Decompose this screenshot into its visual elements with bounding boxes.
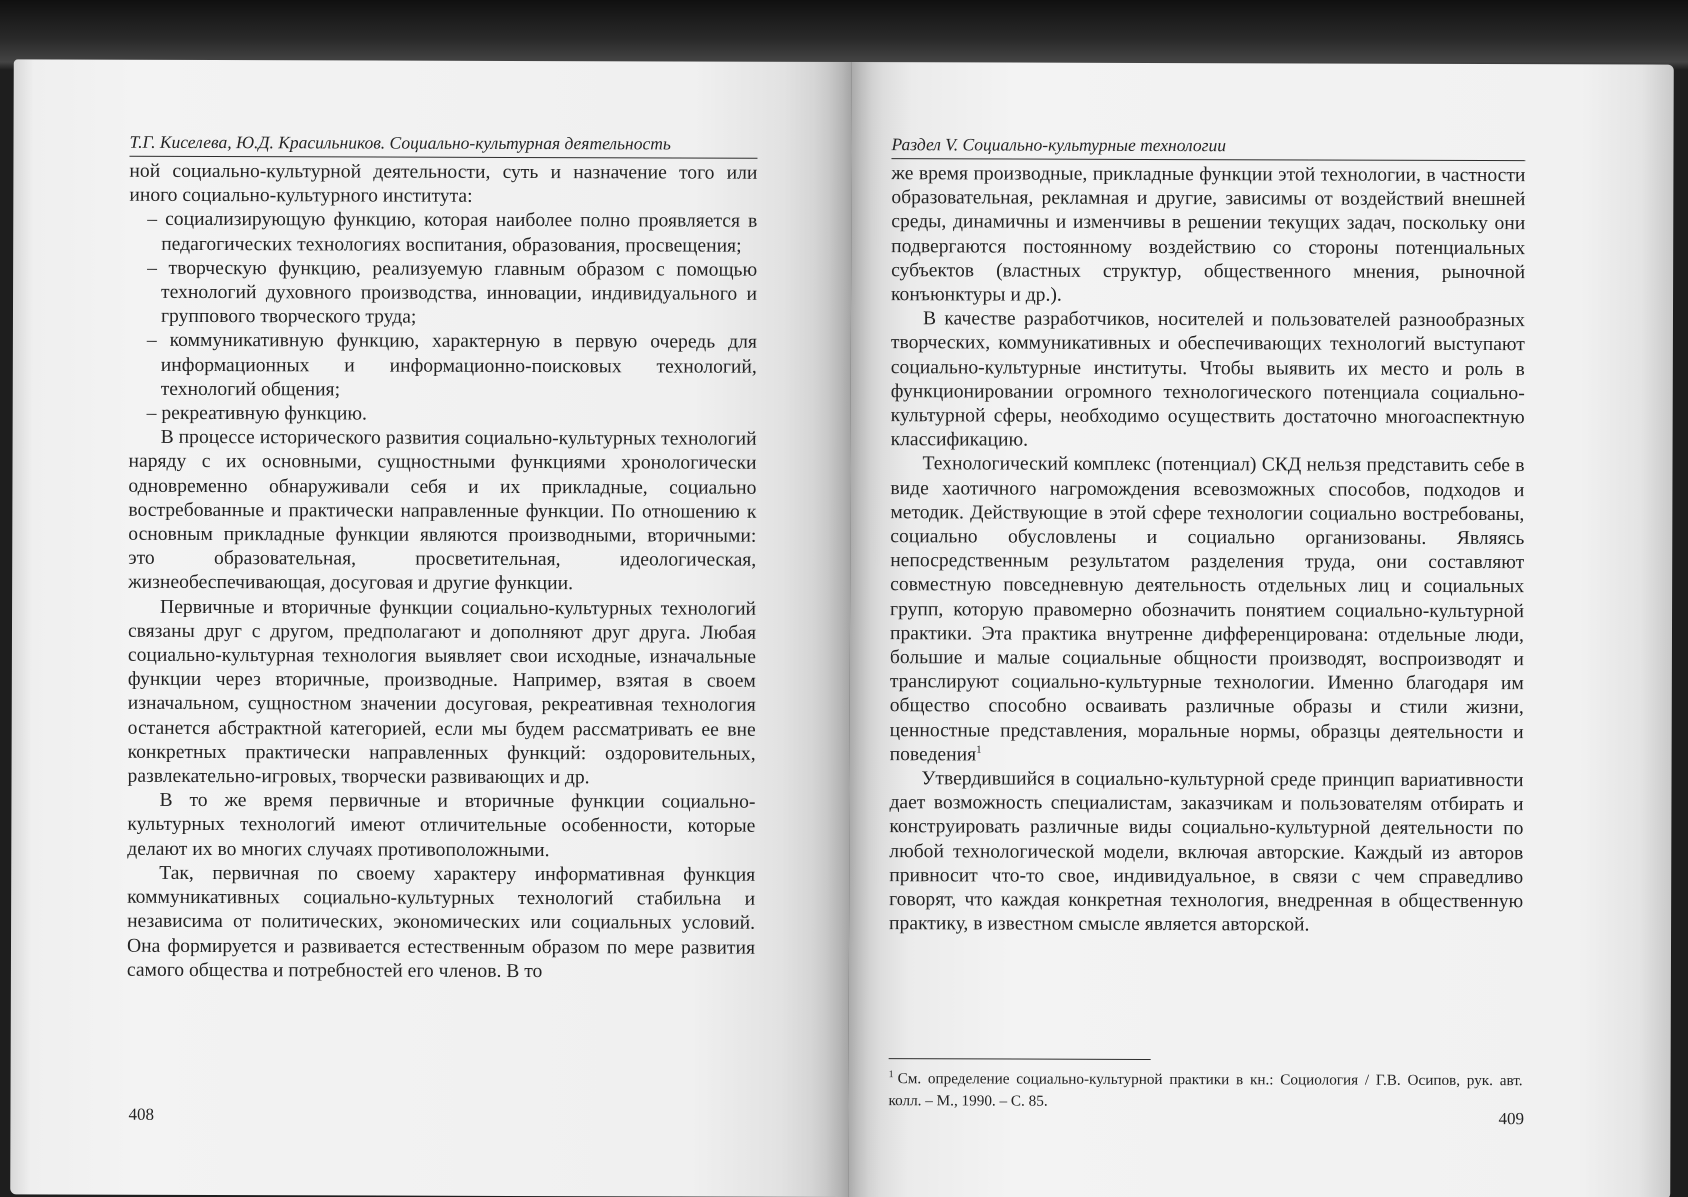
right-page [848, 62, 1674, 1197]
right-paragraph: Утвердившийся в социально-культурной среде принцип вариативности дает возможность специалистам, заказчикам и пользователям отбирать и конструировать различные виды социально-культурной деятельности по любой технологической модели, включая авторские. Каждый из авторов привносит что-то свое, индивидуальное, в связи с чем справедливо говорят, что каждая конкретная технология, внедренная в общественную практику, в известном смысле является авторской. [889, 768, 1524, 936]
function-list-item: – рекреативную функцию. [146, 402, 367, 425]
left-page-number: 408 [128, 1104, 155, 1124]
right-text-block [889, 162, 1525, 938]
left-text-block [127, 160, 758, 985]
left-paragraph: В то же время первичные и вторичные функции социально-культурных технологий имеют отличительные особенности, которые делают их во многих случаях противоположными. [127, 790, 756, 861]
footnote-reference: 1 [976, 743, 982, 756]
left-page [10, 59, 852, 1197]
footnote-divider [889, 1058, 1151, 1060]
footnote-text: См. определение социально-культурной практики в кн.: Социология / Г.В. Осипов, рук. авт. колл. – М., 1990. – С. 85. [888, 1070, 1523, 1110]
right-paragraph-text: Технологический комплекс (потенциал) СКД нельзя представить себе в виде хаотичного нагромождения всевозможных способов, подходов и методик. Действующие в этой сфере технологии социально востребованы, социально обусловлены и социально организованы. Являясь непосредственным результатом разделения труда, они составляют совместную повседневную деятельность отдельных лиц и социальных групп, которую правомерно обозначить понятием социально-культурной практики. Эта практика внутренне дифференцирована: отдельные люди, большие и малые социальные общности производят, воспроизводят и транслируют социально-культурные технологии. Именно благодаря им общество способно осваивать различные образы и стили жизни, ценностные представления, моральные нормы, образцы деятельности и поведения [889, 453, 1525, 766]
right-paragraph: В качестве разработчиков, носителей и пользователей разнообразных творческих, коммуникативных и обеспечивающих технологий выступают социально-культурные институты. Чтобы выявить их место и роль в функционировании огромного технологического потенциала социально-культурной сферы, необходимо осуществить достаточно многоаспектную классификацию. [890, 308, 1526, 451]
left-continuation-paragraph: ной социально-культурной деятельности, суть и назначение того или иного социально-культурного института: [129, 160, 758, 208]
right-continuation-paragraph: же время производные, прикладные функции этой технологии, в частности образовательная, рекламная и другие, зависимы от воздействий внешней среды, динамичны и изменчивы в решении текущих задач, поскольку они подвергаются постоянному воздействию со стороны потенциальных субъектов (властных структур, общественного мнения, рыночной конъюнктуры и др.). [891, 163, 1526, 306]
right-paragraph [890, 453, 1525, 770]
left-paragraph: Первичные и вторичные функции социально-культурных технологий связаны друг с другом, предполагают и дополняют друг друга. Любая социально-культурная технология выявляет свои исходные, изначальные функции через вторичные, производные. Например, взятая в своем изначальном, сущностном значении досуговая, рекреативная технология останется абстрактной категорией, если мы будем рассматривать ее вне конкретных практически направленных функций: оздоровительных, развлекательно-игровых, творчески развивающих и др. [127, 596, 757, 789]
footnote [888, 1068, 1522, 1114]
function-list-item: – коммуникативную функцию, характерную в первую очередь для информационных и информационно-поисковых технологий, технологий общения; [146, 330, 757, 401]
left-paragraph: Так, первичная по своему характеру информативная функция коммуникативных социально-культурных технологий стабильна и независима от политических, экономических или социальных условий. Она формируется и развивается естественным образом по мере развития самого общества и потребностей его членов. В то [126, 862, 756, 982]
left-running-head: Т.Г. Киселева, Ю.Д. Красильников. Социально-культурная деятельность [129, 130, 757, 159]
right-running-head: Раздел V. Социально-культурные технологии [891, 132, 1525, 161]
right-page-number: 409 [1498, 1109, 1524, 1129]
footnote-mark: 1 [888, 1069, 894, 1081]
function-list-item: – творческую функцию, реализуемую главным образом с помощью технологий духовного производства, инновации, индивидуального и группового творческого труда; [147, 257, 758, 328]
open-book [10, 59, 1674, 1197]
function-list-item: – социализирующую функцию, которая наиболее полно проявляется в педагогических технологиях воспитания, образования, просвещения; [147, 209, 758, 257]
left-paragraph: В процессе исторического развития социально-культурных технологий наряду с их основными, сущностными функциями хронологически одновременно обнаруживали себя и их прикладные, социально востребованные и практически направленные функции. По отношению к основным прикладные функции являются производными, вторичными: это образовательная, просветительная, идеологическая, жизнеобеспечивающая, досуговая и другие функции. [128, 427, 757, 595]
